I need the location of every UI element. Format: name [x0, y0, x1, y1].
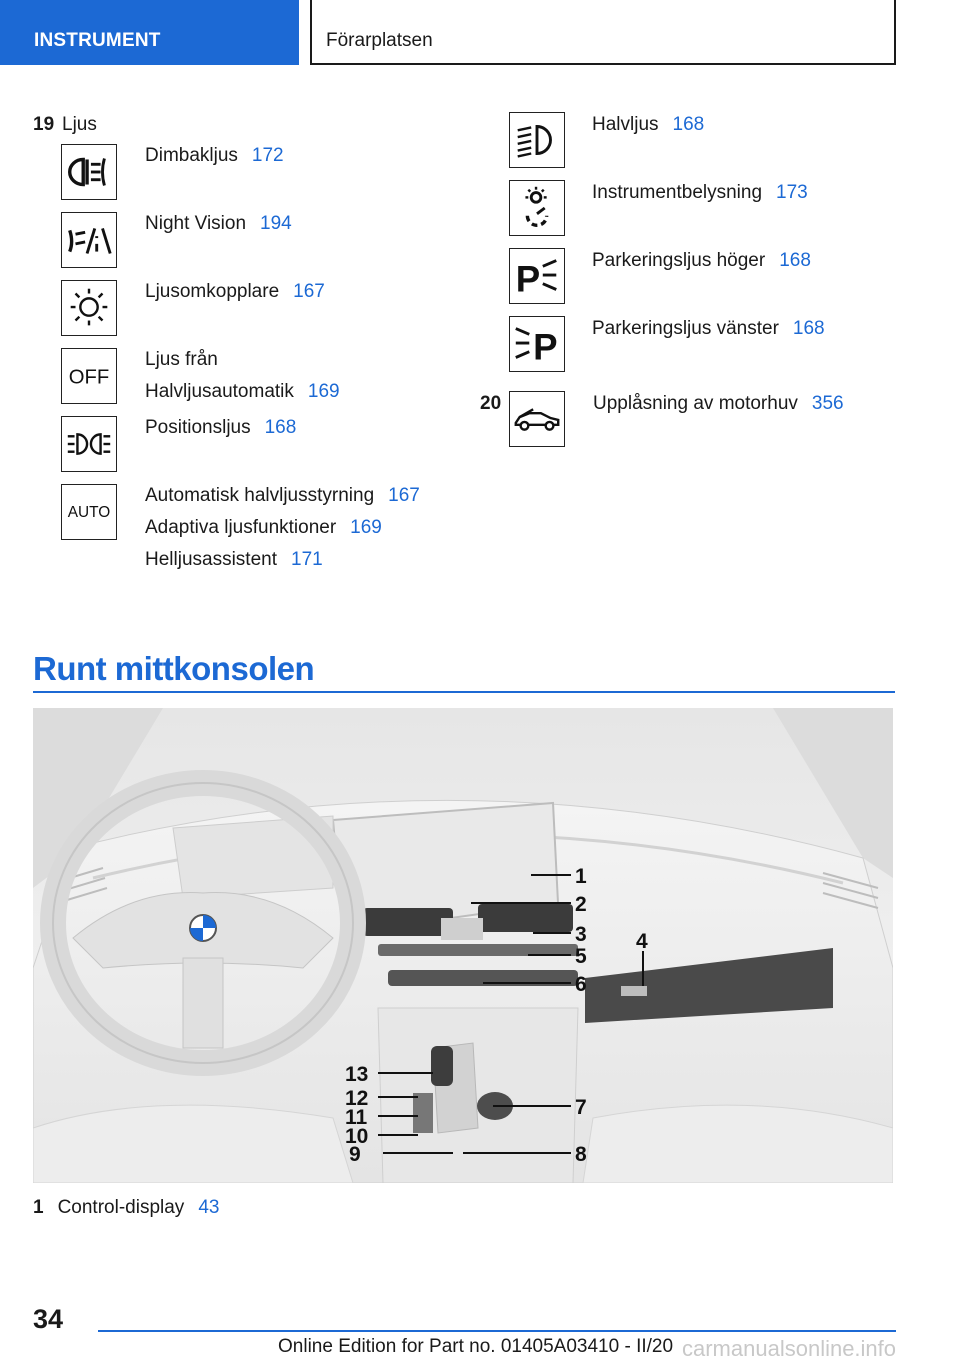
position-light-icon — [61, 416, 117, 472]
footer-divider — [98, 1330, 896, 1332]
list-item: Helljusassistent 171 — [145, 549, 323, 570]
section-label: INSTRUMENT — [34, 30, 161, 51]
callout-8: 8 — [575, 1143, 587, 1166]
callout-3: 3 — [575, 923, 587, 946]
fog-light-icon — [61, 144, 117, 200]
night-vision-icon — [61, 212, 117, 268]
page-link[interactable]: 167 — [388, 485, 420, 506]
list-item: Upplåsning av motorhuv 356 — [593, 393, 844, 414]
page-link[interactable]: 171 — [291, 549, 323, 570]
parking-light-right-icon — [509, 248, 565, 304]
page-link[interactable]: 169 — [350, 517, 382, 538]
list-item: Positionsljus 168 — [145, 417, 297, 438]
callout-4: 4 — [636, 930, 648, 953]
lights-title: Ljus — [62, 114, 97, 135]
list-item: Automatisk halvljusstyrning 167 — [145, 485, 420, 506]
list-item: Ljusomkopplare 167 — [145, 281, 325, 302]
callout-6: 6 — [575, 973, 587, 996]
section-tab — [0, 0, 299, 65]
low-beam-icon — [509, 112, 565, 168]
callout-7: 7 — [575, 1096, 587, 1119]
legend-item: 1 Control-display 43 — [33, 1197, 220, 1218]
page-link[interactable]: 43 — [198, 1197, 220, 1218]
list-item: Night Vision 194 — [145, 213, 292, 234]
callout-10: 10 — [345, 1125, 369, 1148]
callout-9: 9 — [349, 1143, 361, 1166]
callout-12: 12 — [345, 1087, 369, 1110]
page-link[interactable]: 168 — [672, 114, 705, 135]
callout-5: 5 — [575, 945, 587, 968]
chapter-label: Förarplatsen — [326, 30, 433, 51]
page-link[interactable]: 168 — [779, 250, 811, 271]
off-icon — [61, 348, 117, 404]
page-link[interactable]: 172 — [251, 145, 284, 166]
center-console-illustration — [33, 708, 893, 1183]
callout-2: 2 — [575, 893, 587, 916]
svg-text:P: P — [515, 258, 541, 300]
list-item: Halvljusautomatik 169 — [145, 381, 340, 402]
list-item: Ljus från — [145, 349, 218, 370]
section-title: Runt mittkonsolen — [33, 650, 315, 687]
callout-13: 13 — [345, 1063, 369, 1086]
list-item: Adaptiva ljusfunktioner 169 — [145, 517, 382, 538]
callout-1: 1 — [575, 865, 587, 888]
watermark: carmanualsonline.info — [682, 1336, 897, 1361]
page-link[interactable]: 168 — [792, 318, 825, 339]
divider — [33, 691, 895, 693]
item-number-20: 20 — [480, 393, 502, 414]
page-link[interactable]: 168 — [264, 417, 297, 438]
item-number-19: 19 — [33, 114, 55, 135]
page-link[interactable]: 167 — [293, 281, 325, 302]
page-link[interactable]: 169 — [307, 381, 340, 402]
svg-text:OFF: OFF — [68, 366, 110, 389]
light-switch-icon — [61, 280, 117, 336]
svg-text:AUTO: AUTO — [67, 503, 111, 521]
edition-text: Online Edition for Part no. 01405A03410 - II/20 — [278, 1336, 674, 1357]
svg-text:P: P — [533, 326, 558, 368]
page-link[interactable]: 194 — [260, 213, 292, 234]
instrument-lighting-icon — [509, 180, 565, 236]
list-item: Parkeringsljus vänster 168 — [592, 318, 825, 339]
list-item: Parkeringsljus höger 168 — [592, 250, 811, 271]
chapter-box — [310, 0, 896, 65]
list-item: Instrumentbelysning 173 — [592, 182, 808, 203]
page-number: 34 — [33, 1304, 64, 1334]
list-item: Dimbakljus 172 — [145, 145, 284, 166]
callout-11: 11 — [345, 1106, 368, 1129]
page-link[interactable]: 173 — [776, 182, 808, 203]
parking-light-left-icon — [509, 316, 565, 372]
hood-release-icon — [509, 391, 565, 447]
auto-icon — [61, 484, 117, 540]
page-link[interactable]: 356 — [811, 393, 844, 414]
list-item: Halvljus 168 — [592, 114, 705, 135]
